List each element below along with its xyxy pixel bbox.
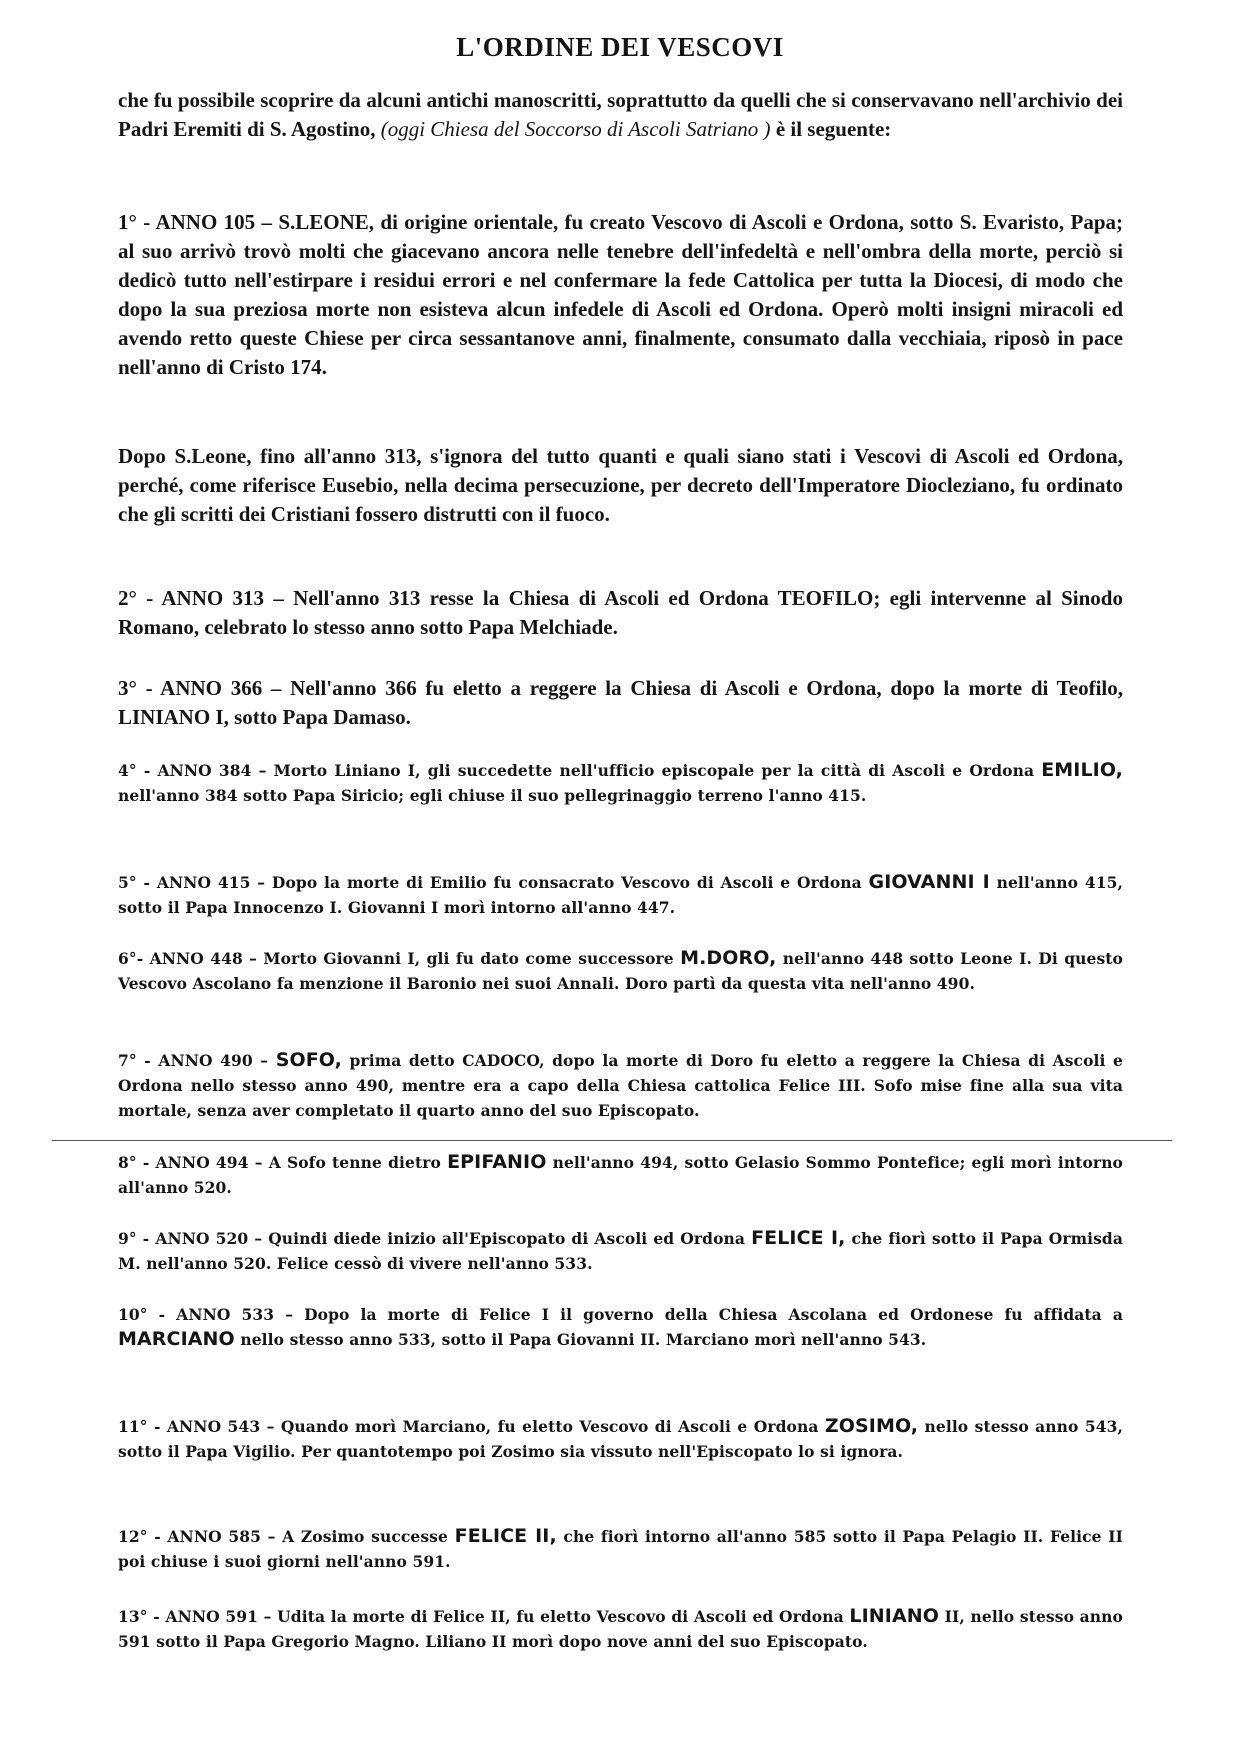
bishop-name: MARCIANO: [118, 1328, 235, 1350]
intro-text-end: è il seguente:: [770, 117, 892, 141]
entry-6-m-doro: 6°- ANNO 448 – Morto Giovanni I, gli fu dato come successore M.DORO, nell'anno 448 sotto Leone I. Di questo Vescovo Ascolano fa menzione il Baronio nei suoi Annali. Doro partì da questa vita nell'anno 490.: [118, 947, 1123, 993]
bishop-name: GIOVANNI I: [868, 871, 990, 893]
bishop-name: EMILIO,: [1041, 759, 1123, 781]
bishop-name: SOFO,: [275, 1049, 342, 1071]
bishop-name: M.DORO,: [680, 947, 777, 969]
bishop-name: ZOSIMO,: [824, 1415, 919, 1437]
entry-8-epifanio: 8° - ANNO 494 – A Sofo tenne dietro EPIFANIO nell'anno 494, sotto Gelasio Sommo Pontefice; egli morì intorno all'anno 520.: [118, 1151, 1123, 1197]
bishop-name: FELICE II,: [454, 1525, 557, 1547]
bishop-name: LINIANO: [849, 1605, 939, 1627]
intro-text: che fu possibile scoprire da alcuni antichi manoscritti, soprattutto da quelli che si conservavano nell'archivio dei Padri Eremiti di S. Agostino,: [118, 88, 1123, 141]
entry-10-marciano: 10° - ANNO 533 – Dopo la morte di Felice I il governo della Chiesa Ascolana ed Ordonese fu affidata a MARCIANO nello stesso anno 533, sotto il Papa Giovanni II. Marciano morì nell'anno 543.: [118, 1305, 1123, 1350]
entry-4-emilio: 4° - ANNO 384 – Morto Liniano I, gli succedette nell'ufficio episcopale per la città di Ascoli e Ordona EMILIO, nell'anno 384 sotto Papa Siricio; egli chiuse il suo pellegrinaggio terreno l'anno 415.: [118, 759, 1123, 805]
horizontal-divider: [52, 1140, 1172, 1141]
intro-italic-note: (oggi Chiesa del Soccorso di Ascoli Satriano ): [380, 117, 771, 141]
entry-13-liniano-ii: 13° - ANNO 591 – Udita la morte di Felice II, fu eletto Vescovo di Ascoli ed Ordona LINIANO II, nello stesso anno 591 sotto il Papa Gregorio Magno. Liliano II morì dopo nove anni del suo Episcopato.: [118, 1605, 1123, 1651]
entry-1-leone: 1° - ANNO 105 – S.LEONE, di origine orientale, fu creato Vescovo di Ascoli e Ordona, sotto S. Evaristo, Papa; al suo arrivò trovò molti che giacevano ancora nelle tenebre dell'infedeltà e nell'ombra della morte, perciò si dedicò tutto nell'estirpare i residui errori e nel confermare la fede Cattolica per tutta la Diocesi, di modo che dopo la sua preziosa morte non esisteva alcun infedele di Ascoli ed Ordona. Operò molti insigni miracoli ed avendo retto queste Chiese per circa sessantanove anni, finalmente, consumato dalla vecchiaia, riposò in pace nell'anno di Cristo 174.: [118, 210, 1123, 379]
entry-3-liniano-i: 3° - ANNO 366 – Nell'anno 366 fu eletto a reggere la Chiesa di Ascoli e Ordona, dopo la morte di Teofilo, LINIANO I, sotto Papa Damaso.: [118, 676, 1123, 729]
entry-11-zosimo: 11° - ANNO 543 – Quando morì Marciano, fu eletto Vescovo di Ascoli e Ordona ZOSIMO, nello stesso anno 543, sotto il Papa Vigilio. Per quantotempo poi Zosimo sia vissuto nell'Episcopato lo si ignora.: [118, 1415, 1123, 1461]
page-title: L'ORDINE DEI VESCOVI: [456, 32, 784, 62]
bishop-name: EPIFANIO: [447, 1151, 547, 1173]
intro-paragraph: [118, 86, 1123, 144]
bishop-name: FELICE I,: [751, 1227, 846, 1249]
entry-5-giovanni-i: 5° - ANNO 415 – Dopo la morte di Emilio fu consacrato Vescovo di Ascoli e Ordona GIOVANNI I nell'anno 415, sotto il Papa Innocenzo I. Giovanni I morì intorno all'anno 447.: [118, 871, 1123, 917]
entry-12-felice-ii: 12° - ANNO 585 – A Zosimo successe FELICE II, che fiorì intorno all'anno 585 sotto il Papa Pelagio II. Felice II poi chiuse i suoi giorni nell'anno 591.: [118, 1525, 1123, 1571]
entry-7-sofo: 7° - ANNO 490 – SOFO, prima detto CADOCO, dopo la morte di Doro fu eletto a reggere la Chiesa di Ascoli e Ordona nello stesso anno 490, mentre era a capo della Chiesa cattolica Felice III. Sofo mise fine alla sua vita mortale, senza aver completato il quarto anno del suo Episcopato.: [118, 1049, 1123, 1120]
entry-2-teofilo: 2° - ANNO 313 – Nell'anno 313 resse la Chiesa di Ascoli ed Ordona TEOFILO; egli intervenne al Sinodo Romano, celebrato lo stesso anno sotto Papa Melchiade.: [118, 586, 1123, 639]
interlude-paragraph: Dopo S.Leone, fino all'anno 313, s'ignora del tutto quanti e quali siano stati i Vescovi di Ascoli ed Ordona, perché, come riferisce Eusebio, nella decima persecuzione, per decreto dell'Imperatore Diocleziano, fu ordinato che gli scritti dei Cristiani fossero distrutti con il fuoco.: [118, 444, 1123, 526]
entry-9-felice-i: 9° - ANNO 520 – Quindi diede inizio all'Episcopato di Ascoli ed Ordona FELICE I, che fiorì sotto il Papa Ormisda M. nell'anno 520. Felice cessò di vivere nell'anno 533.: [118, 1227, 1124, 1273]
